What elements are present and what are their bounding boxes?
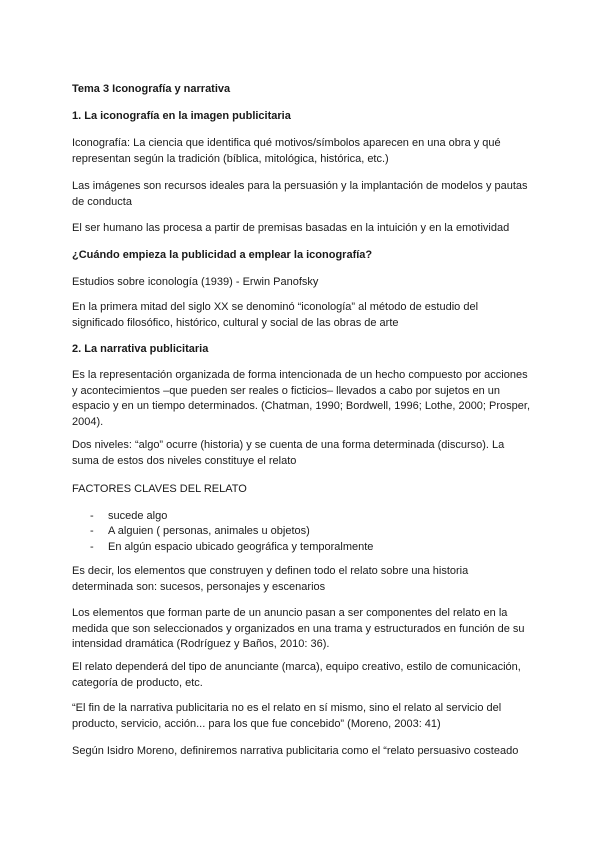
paragraph-isidro-moreno: Según Isidro Moreno, definiremos narrativa publicitaria como el “relato persuasivo costeado (72, 745, 519, 757)
paragraph-panofsky: Estudios sobre iconología (1939) - Erwin Panofsky (72, 276, 319, 288)
section-heading-narrativa: 2. La narrativa publicitaria (72, 343, 209, 355)
list-dash: - (90, 541, 94, 553)
paragraph-intuicion-emotividad: El ser humano las procesa a partir de premisas basadas en la intuición y en la emotividad (72, 222, 510, 234)
document-title: Tema 3 Iconografía y narrativa (72, 83, 231, 95)
list-item-text: En algún espacio ubicado geográfica y temporalmente (108, 541, 374, 553)
list-item-text: sucede algo (108, 510, 168, 522)
paragraph-iconologia: En la primera mitad del siglo XX se denominó “iconología” al método de estudio del significado filosófico, histórico, cultural y social de las obras de arte (72, 301, 479, 329)
list-item-text: A alguien ( personas, animales u objetos) (108, 525, 310, 537)
list-dash: - (90, 510, 94, 522)
paragraph-es-decir: Es decir, los elementos que construyen y definen todo el relato sobre una historia determinada son: sucesos, personajes y escenarios (72, 565, 469, 593)
paragraph-dos-niveles: Dos niveles: “algo” ocurre (historia) y se cuenta de una forma determinada (discurso). La suma de estos dos niveles constituye el relato (72, 439, 505, 467)
section-heading-iconografia: 1. La iconografía en la imagen publicitaria (72, 110, 291, 122)
paragraph-representacion: Es la representación organizada de forma intencionada de un hecho compuesto por acciones y acontecimientos –que pueden ser reales o ficticios– llevados a cabo por sujetos en un espacio y en un tiempo determinados. (Chatman, 1990; Bordwell, 1996; Lothe, 2000; Prosper, 2004). (72, 369, 531, 428)
factores-heading: FACTORES CLAVES DEL RELATO (72, 483, 247, 495)
paragraph-imagenes-persuasion: Las imágenes son recursos ideales para la persuasión y la implantación de modelos y pautas de conducta (72, 180, 528, 208)
paragraph-iconografia-definition: Iconografía: La ciencia que identifica qué motivos/símbolos aparecen en una obra y qué representan según la tradición (bíblica, mitológica, histórica, etc.) (72, 137, 501, 165)
question-heading: ¿Cuándo empieza la publicidad a emplear la iconografía? (72, 249, 373, 261)
paragraph-relato-dependera: El relato dependerá del tipo de anunciante (marca), equipo creativo, estilo de comunicación, categoría de producto, etc. (72, 661, 521, 689)
paragraph-quote-moreno: “El fin de la narrativa publicitaria no es el relato en sí mismo, sino el relato al servicio del producto, servicio, acción... para los que fue concebido” (Moreno, 2003: 41) (72, 702, 502, 730)
paragraph-elementos-anuncio: Los elementos que forman parte de un anuncio pasan a ser componentes del relato en la medida que son seleccionados y organizados en una trama y estructurados en función de su intensidad dramática (Rodríguez y Baños, 2010: 36). (72, 607, 525, 650)
list-dash: - (90, 525, 94, 537)
